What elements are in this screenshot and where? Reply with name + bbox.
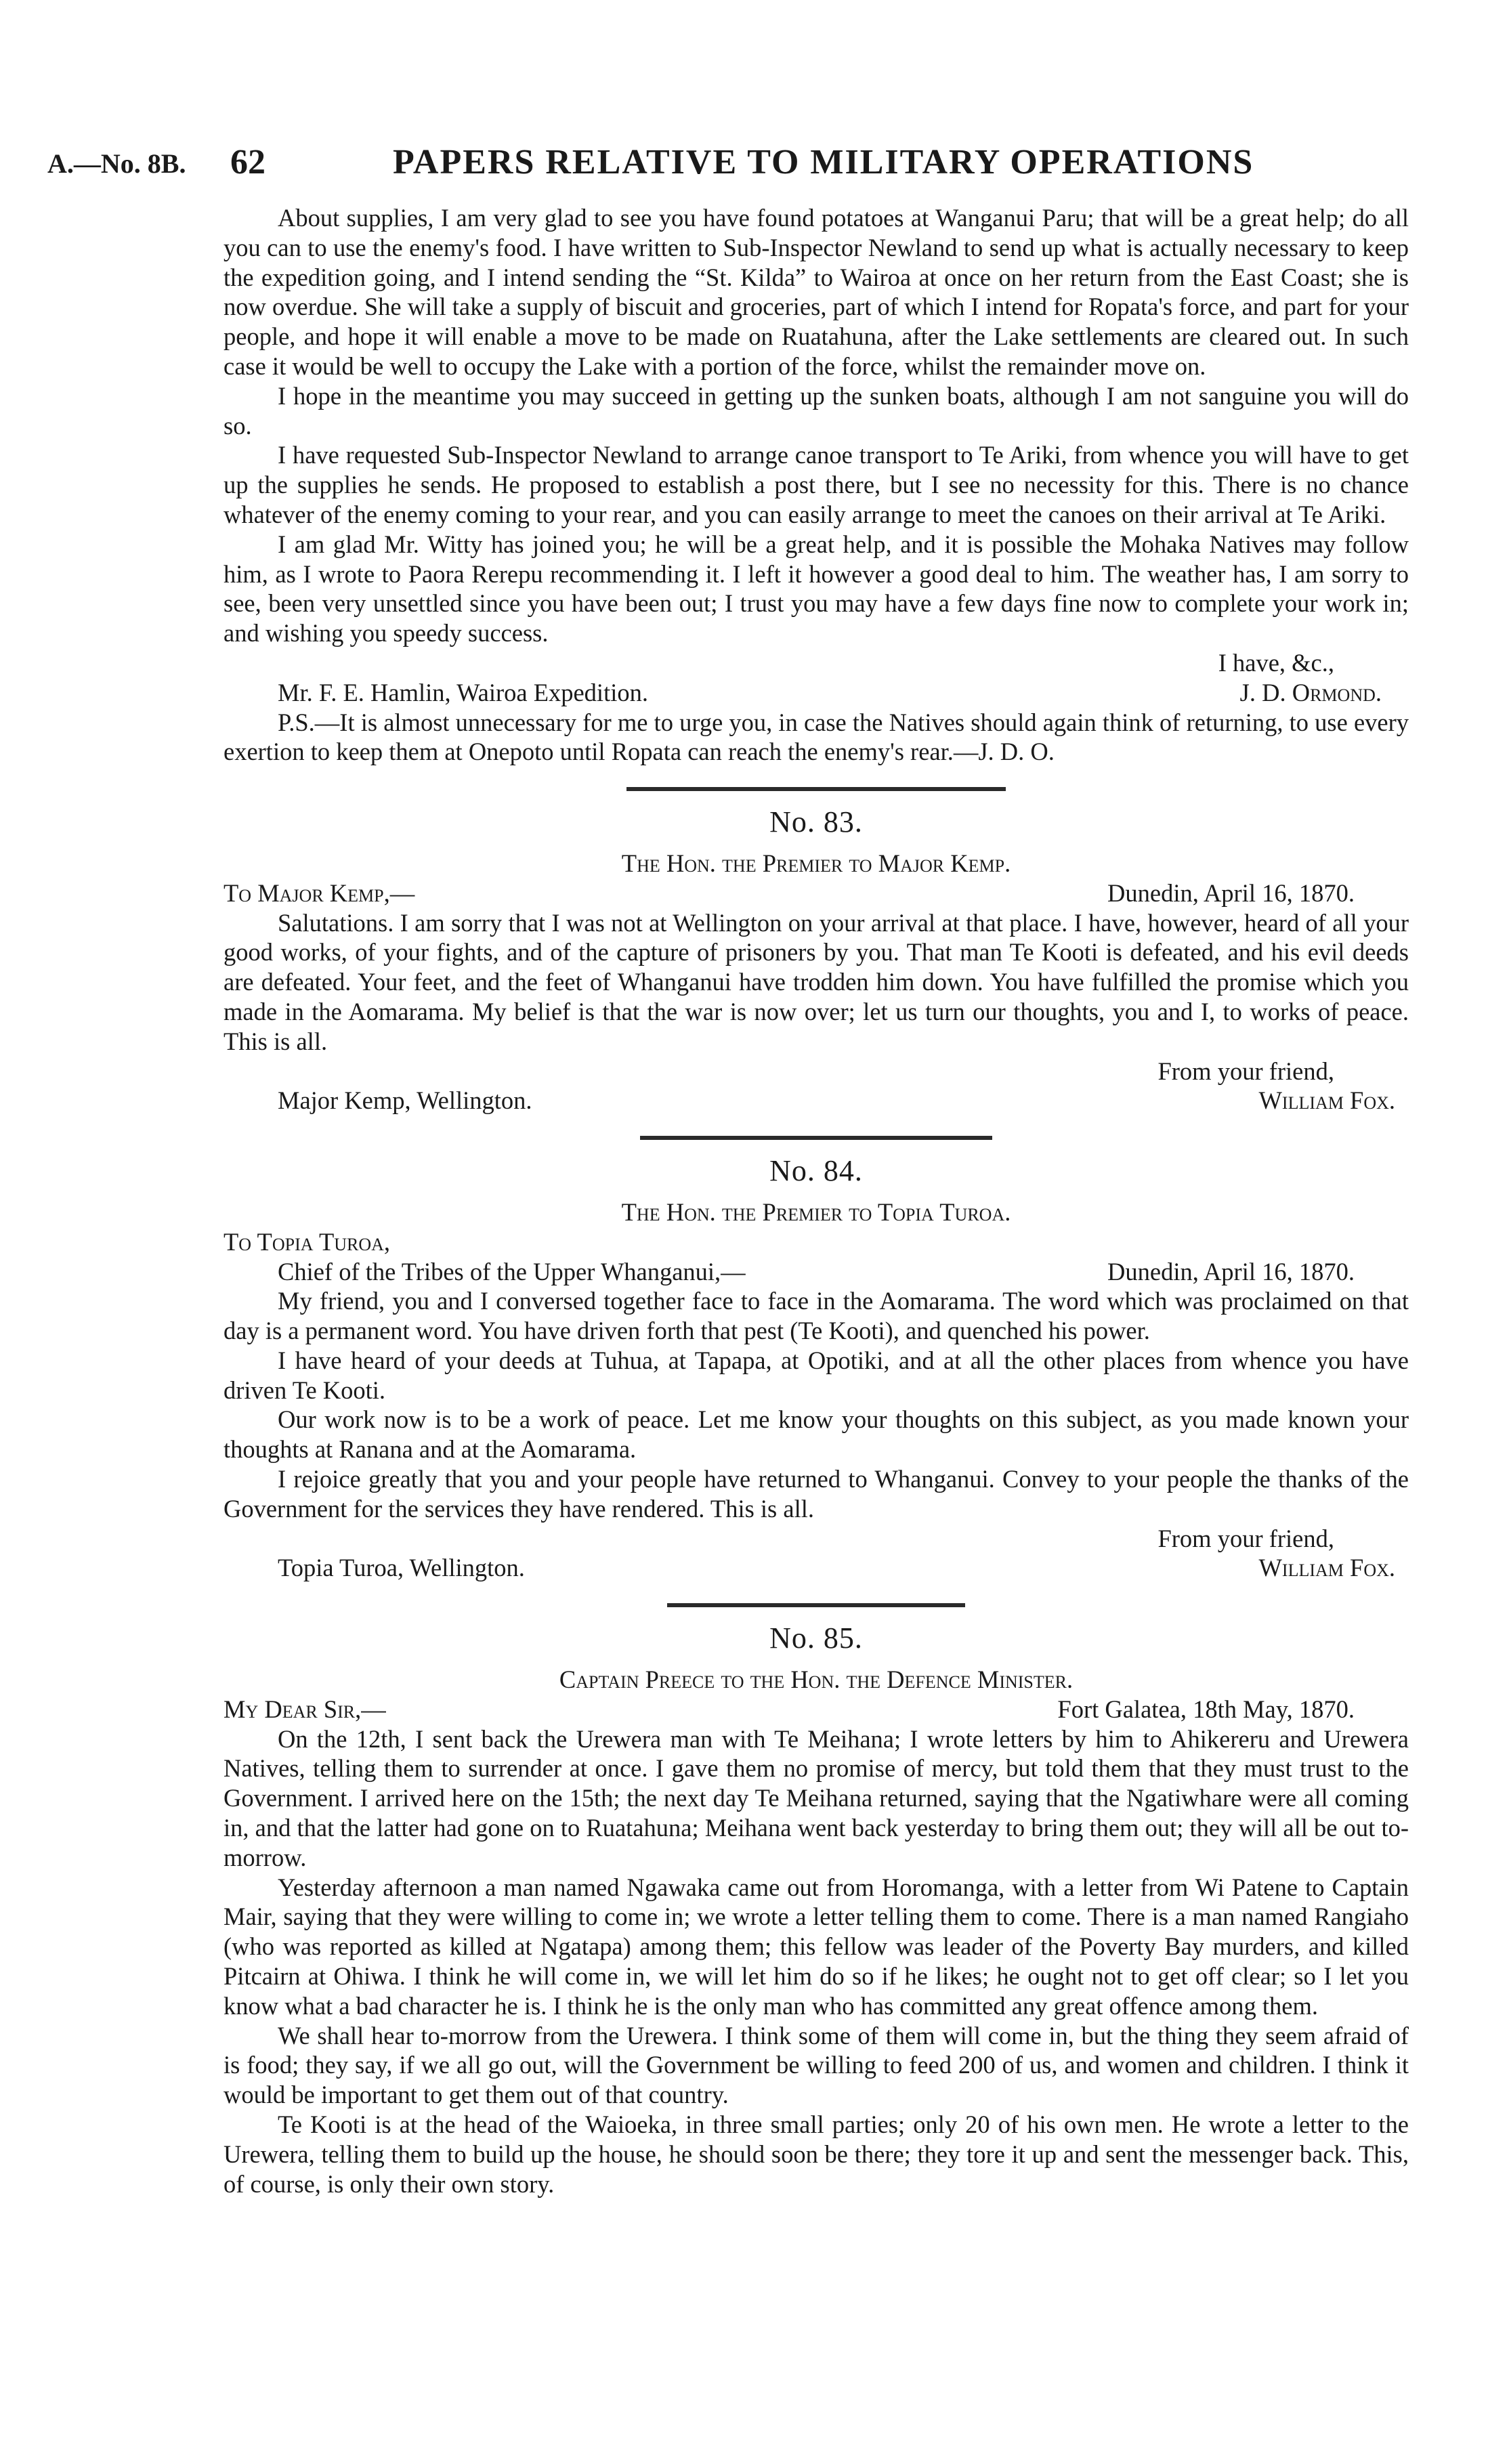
- closing: From your friend,: [1157, 1057, 1334, 1085]
- salutation-row: [224, 1695, 1409, 1724]
- letter-heading: Captain Preece to the Hon. the Defence Minister.: [559, 1665, 1074, 1694]
- signature-row: [224, 1553, 1409, 1583]
- paragraph: Te Kooti is at the head of the Waioeka, in three small parties; only 20 of his own men. He wrote a letter to the Urewera, telling them to build up the house, he should soon be there; they tore it up and sent the messenger back. This, of course, is only their own story.: [224, 2110, 1409, 2198]
- place-date: Fort Galatea, 18th May, 1870.: [1057, 1695, 1355, 1723]
- paragraph: Our work now is to be a work of peace. Let me know your thoughts on this subject, as you made known your thoughts at Ranana and at the Aomarama.: [224, 1405, 1409, 1464]
- letter-heading: The Hon. the Premier to Major Kemp.: [621, 849, 1011, 877]
- salutation: My Dear Sir,—: [224, 1695, 386, 1723]
- salutation: To Topia Turoa,: [224, 1227, 391, 1256]
- section-divider: [640, 1136, 992, 1140]
- signature: J. D. Ormond.: [1239, 678, 1382, 706]
- salutation-title: Chief of the Tribes of the Upper Whanganui,—: [278, 1257, 746, 1286]
- postscript: P.S.—It is almost unnecessary for me to urge you, in case the Natives should again think of returning, to use every exertion to keep them at Onepoto until Ropata can reach the enemy's rear.—J. D. O.: [224, 708, 1409, 766]
- signature: William Fox.: [1258, 1086, 1395, 1115]
- salutation: To Major Kemp,—: [224, 878, 415, 907]
- salutation-row: [224, 878, 1409, 908]
- paragraph: I rejoice greatly that you and your people have returned to Whanganui. Convey to your people the thanks of the Government for the services they have rendered. This is all.: [224, 1465, 1409, 1523]
- paragraph: We shall hear to-morrow from the Urewera. I think some of them will come in, but the thing they seem afraid of is food; they say, if we all go out, will the Government be willing to feed 200 of us, and women and children. I think it would be important to get them out of that country.: [224, 2021, 1409, 2109]
- letter-number: No. 85.: [769, 1621, 863, 1655]
- letter-heading: The Hon. the Premier to Topia Turoa.: [621, 1197, 1011, 1226]
- place-date: Dunedin, April 16, 1870.: [1107, 878, 1355, 907]
- paragraph: Salutations. I am sorry that I was not at Wellington on your arrival at that place. I have, however, heard of all your good works, of your fights, and of the capture of prisoners by you. That man Te Kooti is defeated, and his evil deeds are defeated. Your feet, and the feet of Whanganui have trodden him down. You have fulfilled the promise which you made in the Aomarama. My belief is that the war is now over; let us turn our thoughts, you and I, to works of peace. This is all.: [224, 908, 1409, 1055]
- paragraph: On the 12th, I sent back the Urewera man with Te Meihana; I wrote letters by him to Ahikereru and Urewera Natives, telling them to surrender at once. I gave them no promise of mercy, but told them that they must trust to the Government. I arrived here on the 15th; the next day Te Meihana returned, saying that the Ngatiwhare were all coming in, and that the latter had gone on to Ruatahuna; Meihana went back yesterday to bring them out; they will all be out to-morrow.: [224, 1724, 1409, 1871]
- addressee: Major Kemp, Wellington.: [278, 1086, 532, 1115]
- page-number: 62: [230, 143, 265, 182]
- place-date: Dunedin, April 16, 1870.: [1107, 1257, 1355, 1286]
- letter-85: [224, 1621, 1409, 2199]
- letter-84: [224, 1153, 1409, 1607]
- signature-row: [224, 678, 1409, 708]
- salutation-row: [224, 1257, 1409, 1287]
- closing: From your friend,: [1157, 1524, 1334, 1552]
- addressee: Topia Turoa, Wellington.: [278, 1554, 525, 1582]
- page-body: [224, 203, 1409, 2199]
- paragraph: My friend, you and I conversed together face to face in the Aomarama. The word which was proclaimed on that day is a permanent word. You have driven forth that pest (Te Kooti), and quenched his power.: [224, 1287, 1409, 1345]
- letter-number: No. 83.: [769, 805, 863, 839]
- paragraph: I have requested Sub-Inspector Newland to arrange canoe transport to Te Ariki, from whence you will have to get up the supplies he sends. He proposed to establish a post there, but I see no necessity for this. There is no chance whatever of the enemy coming to your rear, and you can easily arrange to meet the canoes on their arrival at Te Ariki.: [224, 441, 1409, 528]
- paragraph: About supplies, I am very glad to see you have found potatoes at Wanganui Paru; that will be a great help; do all you can to use the enemy's food. I have written to Sub-Inspector Newland to send up what is actually necessary to keep the expedition going, and I intend sending the “St. Kilda” to Wairoa at once on her return from the East Coast; she is now overdue. She will take a supply of biscuit and groceries, part of which I intend for Ropata's force, and part for your people, and hope it will enable a move to be made on Ruatahuna, after the Lake settlements are cleared out. In such case it would be well to occupy the Lake with a portion of the force, whilst the remainder move on.: [224, 204, 1409, 380]
- document-reference: A.—No. 8B.: [47, 148, 186, 179]
- signature: William Fox.: [1258, 1554, 1395, 1582]
- letter-82: [224, 203, 1409, 791]
- page-header: [47, 142, 1443, 190]
- addressee: Mr. F. E. Hamlin, Wairoa Expedition.: [278, 678, 648, 706]
- signature-row: [224, 1086, 1409, 1116]
- section-divider: [667, 1603, 965, 1607]
- page-title: PAPERS RELATIVE TO MILITARY OPERATIONS: [393, 143, 1254, 182]
- paragraph: I have heard of your deeds at Tuhua, at Tapapa, at Opotiki, and at all the other places from whence you have driven Te Kooti.: [224, 1346, 1409, 1404]
- closing: I have, &c.,: [1218, 648, 1334, 677]
- letter-83: [224, 805, 1409, 1140]
- paragraph: Yesterday afternoon a man named Ngawaka came out from Horomanga, with a letter from Wi Patene to Captain Mair, saying that they were willing to come in; we wrote a letter telling them to come. There is a man named Rangiaho (who was reported as killed at Ngatapa) among them; this fellow was leader of the Poverty Bay murders, and killed Pitcairn at Ohiwa. I think he will come in, we will let him do so if he likes; he ought not to get off clear; so I let you know what a bad character he is. I think he is the only man who has committed any great offence among them.: [224, 1873, 1409, 2020]
- letter-number: No. 84.: [769, 1154, 863, 1188]
- section-divider: [626, 787, 1006, 791]
- paragraph: I am glad Mr. Witty has joined you; he will be a great help, and it is possible the Mohaka Natives may follow him, as I wrote to Paora Rerepu recommending it. I left it however a good deal to him. The weather has, I am sorry to see, been very unsettled since you have been out; I trust you may have a few days fine now to complete your work in; and wishing you speedy success.: [224, 530, 1409, 647]
- paragraph: I hope in the meantime you may succeed in getting up the sunken boats, although I am not sanguine you will do so.: [224, 381, 1409, 440]
